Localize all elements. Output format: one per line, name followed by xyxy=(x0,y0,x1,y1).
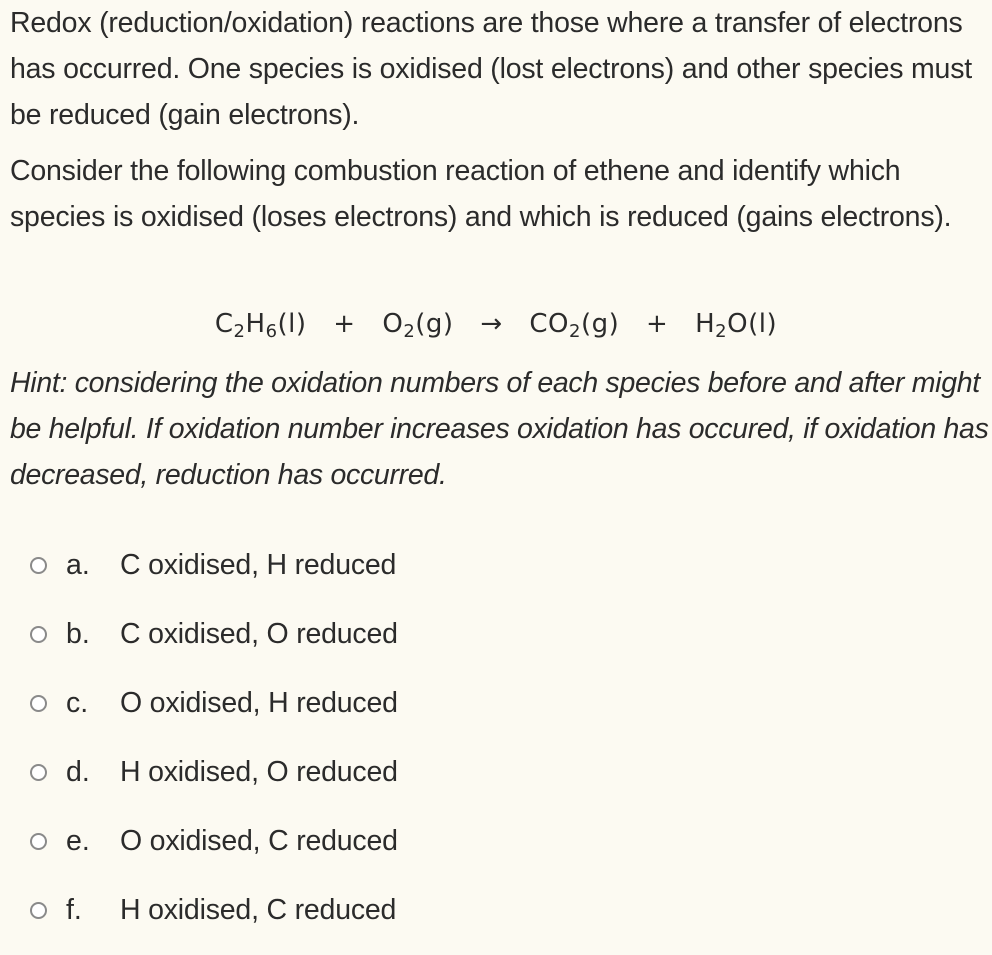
option-label[interactable]: O oxidised, H reduced xyxy=(120,687,398,719)
radio-button-icon[interactable] xyxy=(30,626,47,643)
radio-button-icon[interactable] xyxy=(30,557,47,574)
plus-sign: + xyxy=(646,309,669,339)
option-letter: f. xyxy=(66,894,82,926)
option-c[interactable] xyxy=(0,679,992,748)
option-label[interactable]: H oxidised, O reduced xyxy=(120,756,398,788)
option-label[interactable]: O oxidised, C reduced xyxy=(120,825,398,857)
prompt-paragraph: Consider the following combustion reaction of ethene and identify which species is oxidised (loses electrons) and which is reduced (gains electrons). xyxy=(10,155,952,233)
option-letter: d. xyxy=(66,756,90,788)
reactant-oxygen: $O_2(g)$ xyxy=(382,309,454,342)
radio-button-icon[interactable] xyxy=(30,902,47,919)
option-label[interactable]: C oxidised, O reduced xyxy=(120,618,398,650)
reaction-arrow-icon: → xyxy=(480,309,503,339)
plus-sign: + xyxy=(333,309,356,339)
option-label[interactable]: C oxidised, H reduced xyxy=(120,549,397,581)
option-e[interactable] xyxy=(0,817,992,886)
product-water: $H_2O(l)$ xyxy=(695,309,778,342)
option-a[interactable] xyxy=(0,541,992,610)
radio-button-icon[interactable] xyxy=(30,764,47,781)
option-letter: c. xyxy=(66,687,89,719)
radio-button-icon[interactable] xyxy=(30,833,47,850)
chemical-equation xyxy=(0,301,992,347)
radio-button-icon[interactable] xyxy=(30,695,47,712)
option-letter: b. xyxy=(66,618,90,650)
reactant-ethene: $C_2H_6(l)$ xyxy=(214,309,307,342)
option-label[interactable]: H oxidised, C reduced xyxy=(120,894,397,926)
hint-text: Hint: considering the oxidation numbers of each species before and after might be helpful. If oxidation number increases oxidation has occured, if oxidation has decreased, reduction has occurred. xyxy=(10,367,989,491)
answer-options xyxy=(0,541,992,955)
option-d[interactable] xyxy=(0,748,992,817)
option-b[interactable] xyxy=(0,610,992,679)
option-letter: a. xyxy=(66,549,90,581)
product-carbon-dioxide: $CO_2(g)$ xyxy=(529,309,620,342)
intro-paragraph: Redox (reduction/oxidation) reactions are those where a transfer of electrons has occurred. One species is oxidised (lost electrons) and other species must be reduced (gain electrons). xyxy=(10,7,972,131)
option-f[interactable] xyxy=(0,886,992,955)
option-letter: e. xyxy=(66,825,90,857)
